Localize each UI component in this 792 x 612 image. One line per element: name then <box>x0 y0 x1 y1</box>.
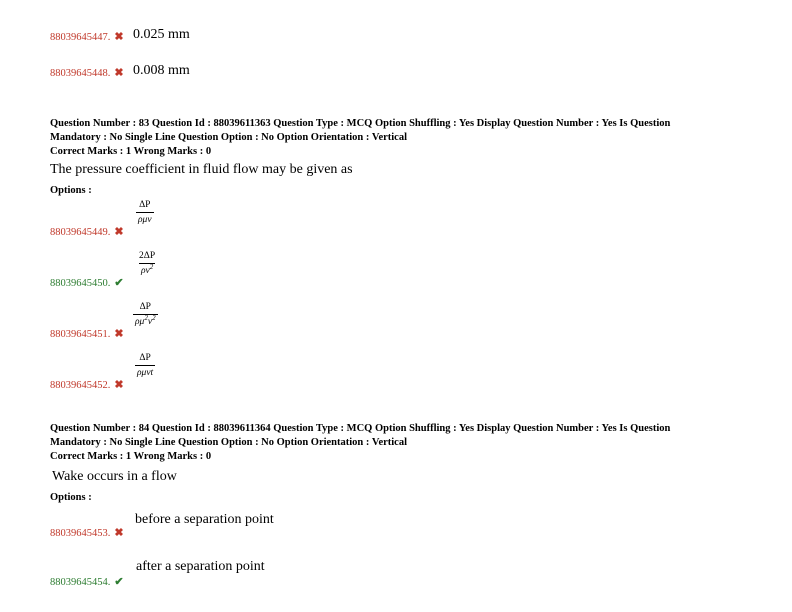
question-meta-line: Question Number : 83 Question Id : 88039611363 Question Type : MCQ Option Shuffling : Yes Display Question Number : Yes Is Question <box>50 118 671 129</box>
option-text: 0.008 mm <box>133 63 190 78</box>
option-row <box>50 222 124 240</box>
check-icon: ✔ <box>114 277 124 289</box>
option-id: 88039645447. <box>50 32 111 43</box>
fraction-denominator: $\rho\mu^2v^2$ <box>135 313 156 327</box>
question-meta <box>50 422 670 464</box>
option-id: 88039645451. <box>50 329 111 340</box>
question-meta-line: Question Number : 84 Question Id : 88039611364 Question Type : MCQ Option Shuffling : Yes Display Question Number : Yes Is Question <box>50 423 671 434</box>
option-row <box>50 324 124 342</box>
question-text: Wake occurs in a flow <box>52 469 177 484</box>
options-label: Options : <box>50 185 92 196</box>
option-id: 88039645449. <box>50 227 111 238</box>
cross-icon: ✖ <box>114 226 124 238</box>
fraction <box>133 302 158 327</box>
check-icon: ✔ <box>114 576 124 588</box>
question-meta-line: Mandatory : No Single Line Question Option : No Option Orientation : Vertical <box>50 437 408 448</box>
fraction-numerator: ΔP <box>139 353 151 363</box>
option-id: 88039645448. <box>50 68 111 79</box>
fraction <box>137 251 157 276</box>
option-text: 0.025 mm <box>133 27 190 42</box>
option-row <box>50 572 124 590</box>
option-text: before a separation point <box>135 512 274 527</box>
fraction <box>135 353 155 378</box>
option-id: 88039645454. <box>50 577 111 588</box>
fraction <box>136 200 154 225</box>
question-meta-line: Mandatory : No Single Line Question Option : No Option Orientation : Vertical <box>50 132 408 143</box>
question-marks: Correct Marks : 1 Wrong Marks : 0 <box>50 451 212 462</box>
fraction-denominator: ρμv <box>136 212 154 225</box>
question-meta <box>50 117 670 159</box>
options-label: Options : <box>50 492 92 503</box>
option-row <box>50 375 124 393</box>
fraction-denominator: $\rho v^2$ <box>140 262 154 276</box>
option-id: 88039645453. <box>50 528 111 539</box>
cross-icon: ✖ <box>114 527 124 539</box>
question-text: The pressure coefficient in fluid flow may be given as <box>50 162 353 177</box>
option-row <box>50 63 124 81</box>
fraction-denominator: ρμvt <box>135 365 155 378</box>
cross-icon: ✖ <box>114 31 124 43</box>
cross-icon: ✖ <box>114 379 124 391</box>
fraction-numerator: 2ΔP <box>139 251 156 261</box>
cross-icon: ✖ <box>114 328 124 340</box>
question-marks: Correct Marks : 1 Wrong Marks : 0 <box>50 146 212 157</box>
cross-icon: ✖ <box>114 67 124 79</box>
option-row <box>50 27 124 45</box>
fraction-numerator: ΔP <box>139 200 151 210</box>
fraction-numerator: ΔP <box>139 302 151 312</box>
option-row <box>50 273 124 291</box>
option-id: 88039645452. <box>50 380 111 391</box>
option-id: 88039645450. <box>50 278 111 289</box>
option-row <box>50 523 124 541</box>
option-text: after a separation point <box>136 559 265 574</box>
